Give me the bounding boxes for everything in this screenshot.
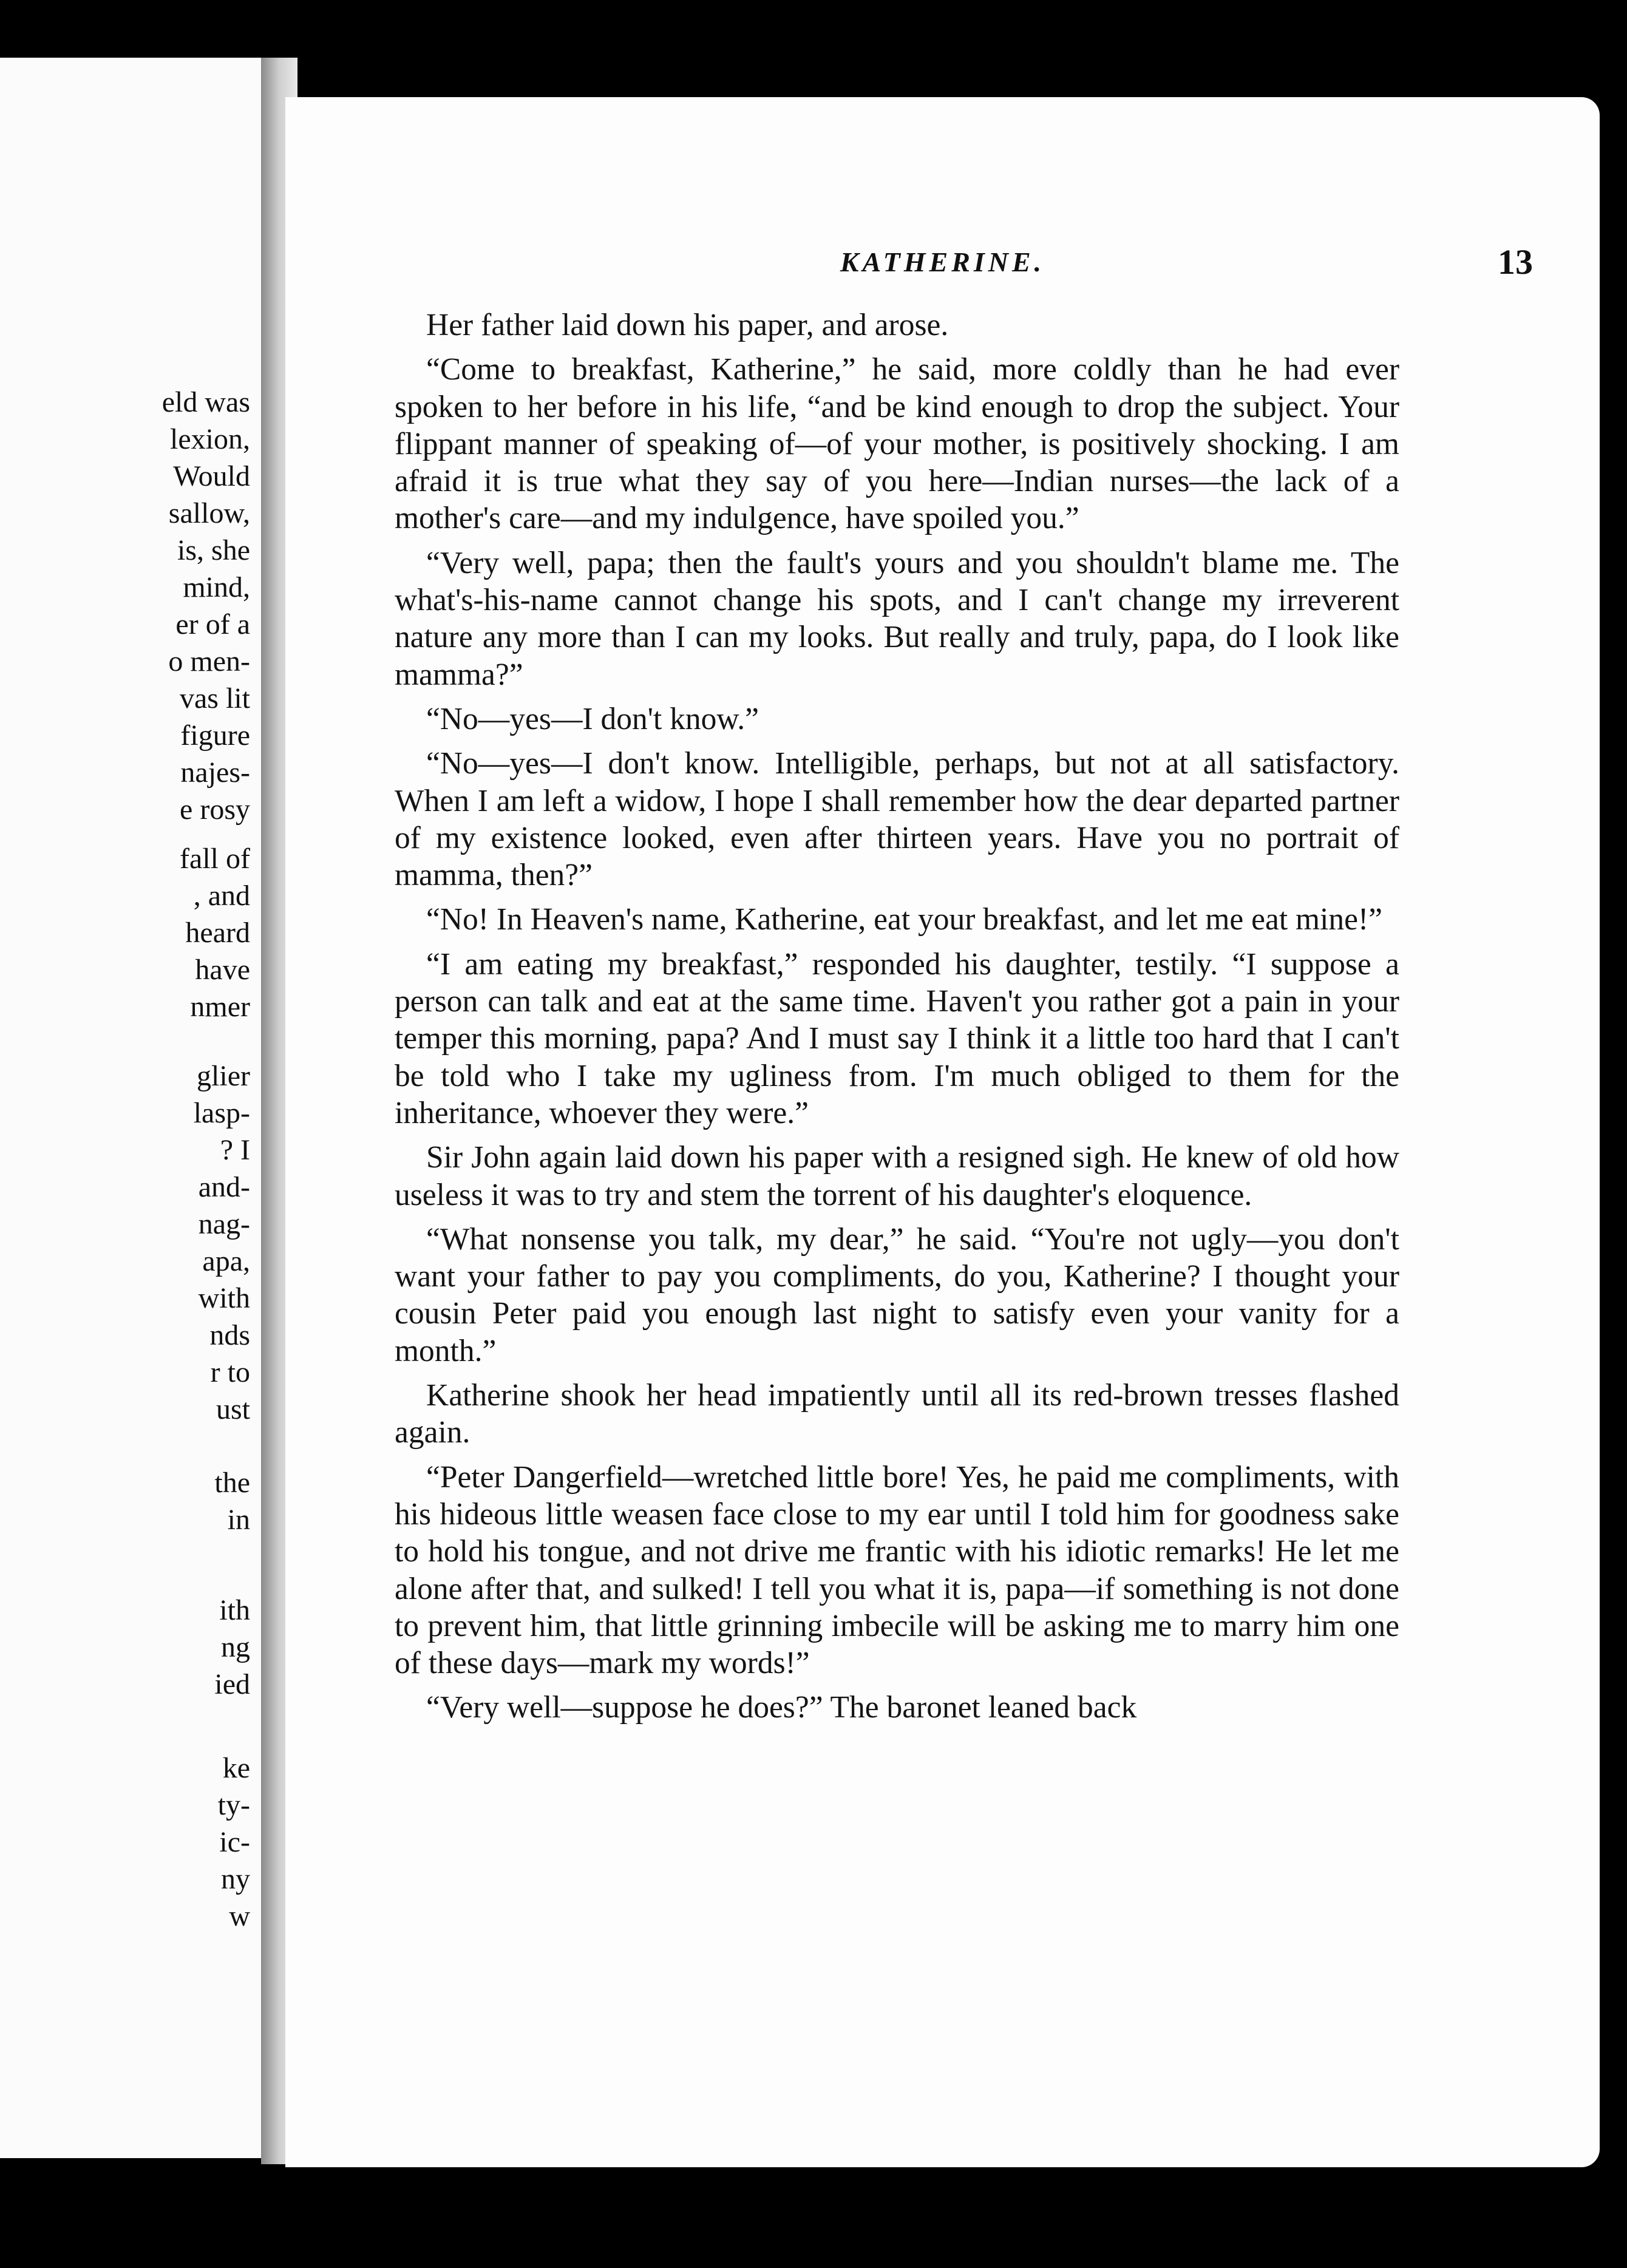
left-line-fragment: have xyxy=(195,954,250,986)
left-line-fragment: lasp- xyxy=(193,1097,250,1129)
paragraph: “No—yes—I don't know.” xyxy=(426,701,759,736)
left-line-fragment: ? I xyxy=(220,1134,250,1166)
left-line-fragment: w xyxy=(229,1900,250,1932)
left-line-fragment: glier xyxy=(197,1060,250,1092)
left-line-fragment: nds xyxy=(209,1319,250,1351)
left-line-fragment: Would xyxy=(173,460,250,492)
left-line-fragment: eld was xyxy=(161,386,250,418)
paragraph: “I am eating my breakfast,” responded his daughter, testily. “I suppose a person can talk and eat at the same time. Haven't you rather got a pain in your temper this morning, papa? And I must say I think it a little too hard that I can't be told who I take my ugliness from. I'm much obliged to them for the inheritance, whoever they were.” xyxy=(395,946,1399,1130)
left-line-fragment: and- xyxy=(198,1171,250,1203)
paragraph: Katherine shook her head impatiently until all its red-brown tresses flashed again. xyxy=(395,1378,1399,1450)
left-line-fragment: ust xyxy=(216,1393,250,1425)
left-line-fragment: ty- xyxy=(217,1789,250,1821)
left-line-fragment: najes- xyxy=(180,756,250,789)
left-line-fragment: ied xyxy=(214,1668,250,1700)
paragraph: “Very well, papa; then the fault's yours and you shouldn't blame me. The what's-his-name cannot change his spots, and I can't change my irreverent nature any more than I can my looks. But really and truly, papa, do I look like mamma?” xyxy=(395,545,1399,692)
left-line-fragment: ny xyxy=(221,1863,250,1895)
left-line-fragment: r to xyxy=(210,1356,250,1388)
paragraph: “What nonsense you talk, my dear,” he said. “You're not ugly—you don't want your father to pay you compliments, do you, Katherine? I thought your cousin Peter paid you enough last night to satisfy even your vanity for a month.” xyxy=(395,1221,1399,1368)
left-line-fragment: o men- xyxy=(168,645,250,677)
paragraph: “Come to breakfast, Katherine,” he said, more coldly than he had ever spoken to her before in his life, “and be kind enough to drop the subject. Your flippant manner of speaking of—of your mother, is positively shocking. I am afraid it is true what they say of you here—Indian nurses—the lack of a mother's care—and my indulgence, have spoiled you.” xyxy=(395,352,1399,536)
left-line-fragment: sallow, xyxy=(168,497,250,529)
left-line-fragment: e rosy xyxy=(180,793,250,826)
running-head: KATHERINE. xyxy=(840,246,1045,277)
left-line-fragment: ng xyxy=(221,1631,250,1663)
paragraph: “Very well—suppose he does?” The baronet leaned back xyxy=(426,1690,1137,1725)
page-number: 13 xyxy=(1498,242,1533,282)
paragraph: Sir John again laid down his paper with a resigned sigh. He knew of old how useless it was to try and stem the torrent of his daughter's eloquence. xyxy=(395,1140,1399,1212)
left-line-fragment: fall of xyxy=(180,843,250,875)
left-line-fragment: ic- xyxy=(219,1826,250,1858)
right-page xyxy=(285,97,1600,2167)
left-line-fragment: ith xyxy=(219,1594,250,1626)
body-text xyxy=(395,307,1399,1726)
paragraph: Her father laid down his paper, and arose. xyxy=(426,308,949,342)
left-line-fragment: the xyxy=(214,1467,250,1499)
left-line-fragment: vas lit xyxy=(180,682,250,715)
left-line-fragment: apa, xyxy=(202,1245,250,1277)
left-line-fragment: figure xyxy=(180,719,250,752)
paragraph: “Peter Dangerfield—wretched little bore! Yes, he paid me compliments, with his hideous little weasen face close to my ear until I told him for goodness sake to hold his tongue, and not drive me frantic with his idiotic remarks! He let me alone after that, and sulked! I tell you what it is, papa—if something is not done to prevent him, that little grinning imbecile will be asking me to marry him one of these days—mark my words!” xyxy=(395,1459,1399,1681)
left-line-fragment: ke xyxy=(222,1752,250,1784)
paragraph: “No! In Heaven's name, Katherine, eat your breakfast, and let me eat mine!” xyxy=(426,902,1383,937)
left-line-fragment: in xyxy=(227,1504,250,1536)
left-line-fragment: lexion, xyxy=(170,423,250,455)
left-line-fragment: nmer xyxy=(190,991,250,1023)
left-line-fragment: heard xyxy=(185,917,250,949)
left-line-fragment: with xyxy=(198,1282,250,1314)
left-line-fragment: , and xyxy=(193,880,250,912)
left-line-fragment: is, she xyxy=(177,534,250,566)
left-line-fragment: mind, xyxy=(183,571,250,603)
left-facing-page xyxy=(0,58,261,2158)
left-line-fragment: er of a xyxy=(175,608,250,640)
paragraph: “No—yes—I don't know. Intelligible, perhaps, but not at all satisfactory. When I am left a widow, I hope I shall remember how the dear departed partner of my existence looked, even after thirteen years. Have you no portrait of mamma, then?” xyxy=(395,746,1399,893)
left-line-fragment: nag- xyxy=(198,1208,250,1240)
